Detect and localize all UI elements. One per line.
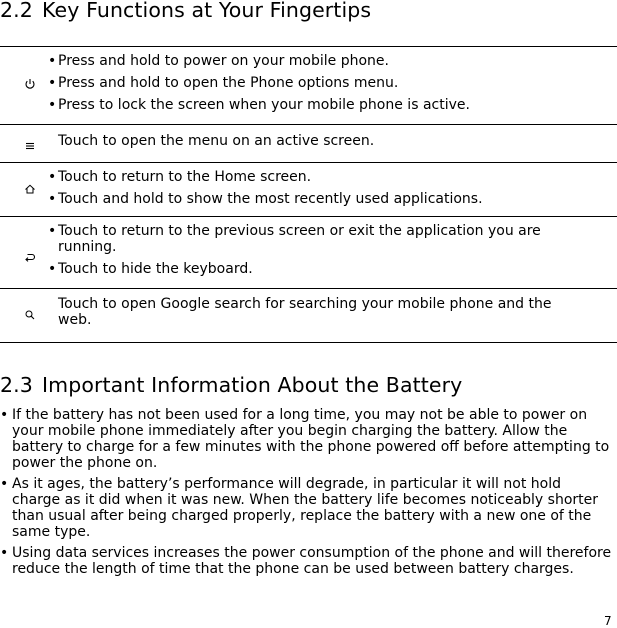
section-number: 2.2 [0,0,33,22]
list-item: Press and hold to open the Phone options menu. [58,75,399,91]
list-item-text: If the battery has not been used for a long time, you may not be able to power on your mobile phone immediately after you begin charging the battery. Allow the battery to charge for a few minutes with the phone powered off before attempting to power the phone on. [12,407,610,471]
bullet: • [48,53,57,69]
back-icon [24,251,36,263]
row-description [48,223,608,277]
page-number: 7 [604,614,612,628]
table-row-search [0,288,617,343]
table-row-home [0,162,617,217]
list-item: Touch to return to the previous screen or exit the application you are running. [58,223,541,255]
list-item [0,545,612,577]
row-description [48,169,608,207]
power-icon [24,78,36,90]
section-heading-key-functions [0,0,371,22]
bullet: • [48,75,57,91]
list-item-text: As it ages, the battery’s performance will degrade, in particular it will not hold charge as it did when it was new. When the battery life becomes noticeably shorter than usual after being charged properly, replace the battery with a new one of the same type. [12,476,599,540]
list-item: Touch to return to the Home screen. [58,169,312,185]
bullet: • [48,169,57,185]
search-icon [24,309,36,321]
row-description [48,53,608,113]
list-item: Touch and hold to show the most recently used applications. [58,191,483,207]
menu-icon [24,140,36,152]
list-item: Press and hold to power on your mobile phone. [58,53,389,69]
bullet: • [0,407,9,423]
table-row-menu [0,124,617,163]
section-title: Key Functions at Your Fingertips [42,0,372,22]
home-icon [24,183,36,195]
section-title: Important Information About the Battery [42,373,463,397]
list-item [0,476,612,540]
list-item: Touch to hide the keyboard. [58,261,253,277]
bullet: • [48,191,57,207]
list-item [0,407,612,471]
bullet: • [48,261,57,277]
battery-info-list [0,407,617,582]
bullet: • [0,545,9,561]
section-number: 2.3 [0,373,33,397]
table-row-back [0,216,617,289]
bullet: • [48,223,57,239]
bullet: • [0,476,9,492]
list-item-text: Using data services increases the power consumption of the phone and will therefore reduce the length of time that the phone can be used between battery charges. [12,545,612,577]
row-description: Touch to open the menu on an active screen. [58,133,375,149]
list-item: Press to lock the screen when your mobile phone is active. [58,97,470,113]
table-row-power [0,46,617,125]
bullet: • [48,97,57,113]
row-description: Touch to open Google search for searching your mobile phone and the web. [58,296,552,328]
section-heading-battery [0,373,462,397]
